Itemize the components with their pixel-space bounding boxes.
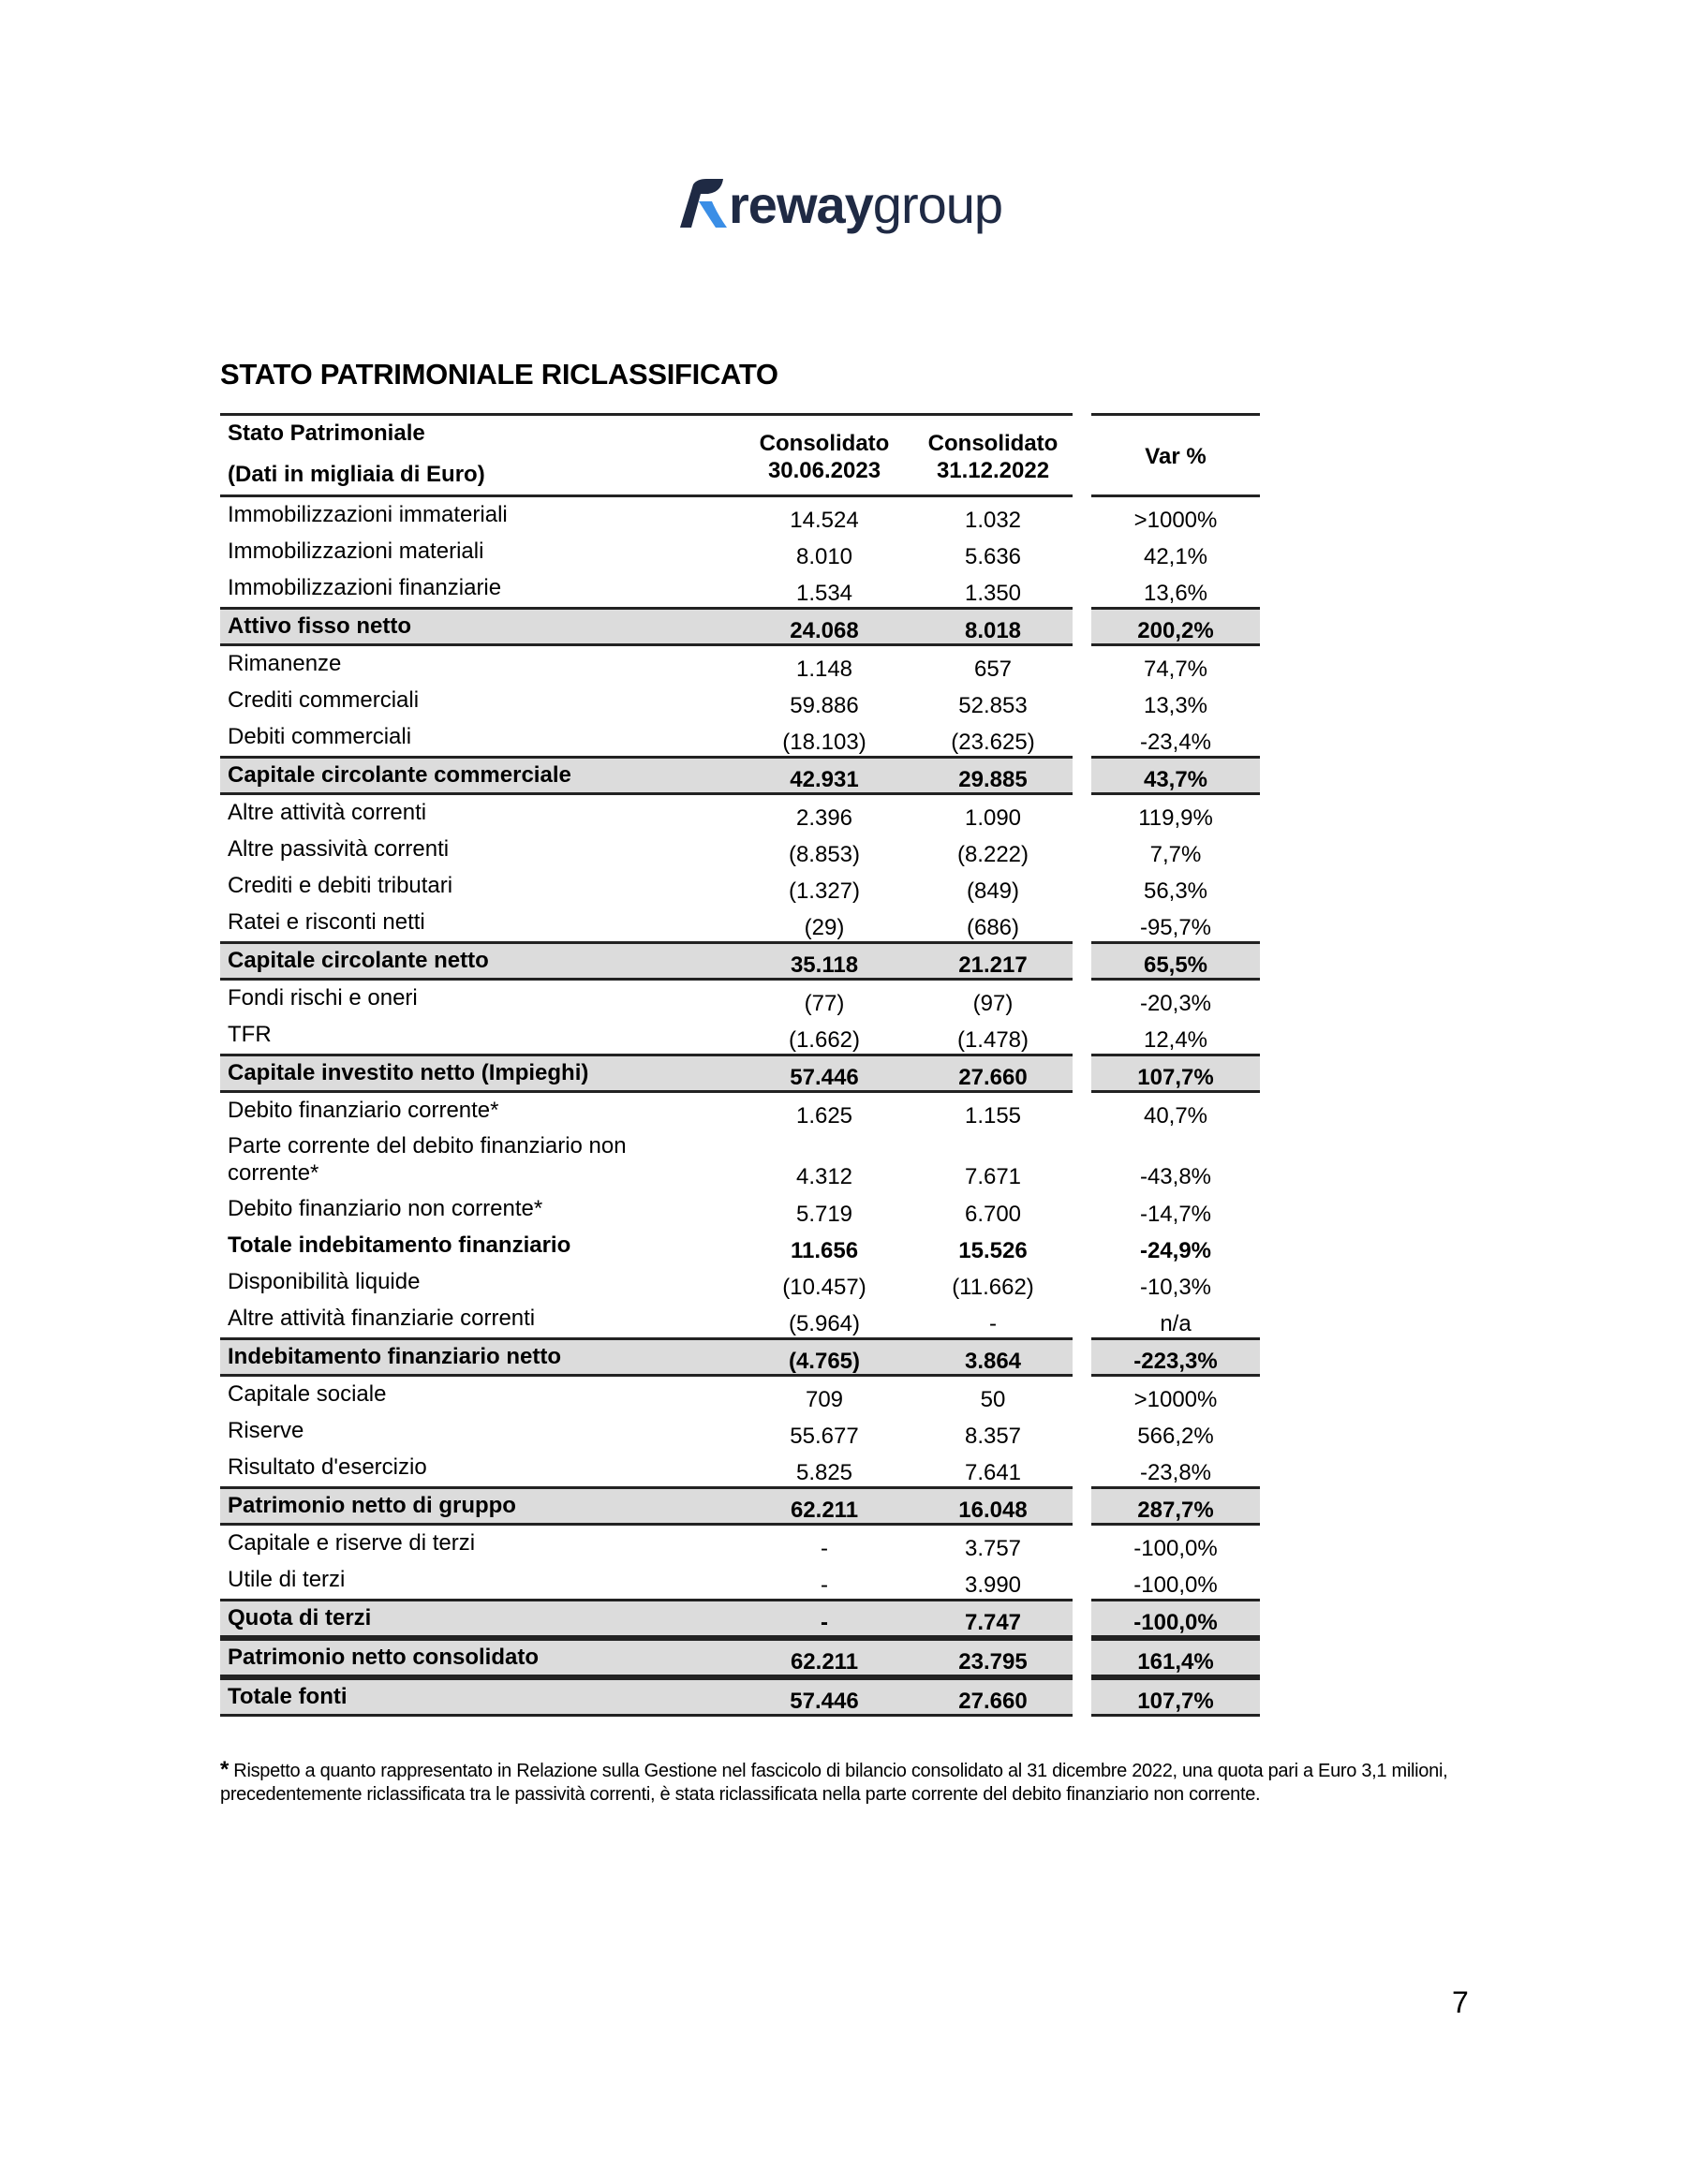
header-col2-line1: Consolidato	[927, 431, 1059, 456]
table-row	[220, 1093, 1260, 1129]
header-label-line1: Stato Patrimoniale	[228, 421, 425, 446]
value-var-pct: n/a	[1160, 1311, 1192, 1336]
table-total-row	[220, 1337, 1260, 1377]
header-label-line2: (Dati in migliaia di Euro)	[228, 462, 485, 487]
header-col2-line2: 31.12.2022	[936, 458, 1050, 483]
row-label: Indebitamento finanziario netto	[228, 1344, 562, 1369]
value-var-pct: -14,7%	[1139, 1202, 1212, 1227]
value-30-06-2023: 62.211	[790, 1649, 859, 1675]
value-30-06-2023: -	[821, 1572, 828, 1598]
row-label: Debito finanziario non corrente*	[228, 1196, 543, 1221]
reway-group-logo	[674, 171, 1030, 237]
table-total-row	[220, 1054, 1260, 1093]
value-30-06-2023: (10.457)	[782, 1275, 866, 1300]
table-row	[220, 534, 1260, 570]
value-30-06-2023: (4.765)	[788, 1349, 861, 1374]
page-number: 7	[1452, 1985, 1469, 2019]
row-label: Capitale sociale	[228, 1381, 387, 1407]
row-label: Rimanenze	[228, 651, 342, 676]
row-label: Totale fonti	[228, 1684, 348, 1709]
value-30-06-2023: 55.677	[790, 1424, 859, 1449]
value-30-06-2023: 1.534	[795, 581, 853, 606]
value-31-12-2022: 3.990	[964, 1572, 1022, 1598]
header-col1-line2: 30.06.2023	[767, 458, 881, 483]
row-label: Crediti commerciali	[228, 687, 420, 713]
value-var-pct: >1000%	[1133, 508, 1218, 533]
table-row	[220, 683, 1260, 719]
table-row	[220, 1526, 1260, 1562]
value-var-pct: -43,8%	[1139, 1164, 1212, 1189]
table-row	[220, 719, 1260, 756]
value-30-06-2023: 42.931	[790, 767, 859, 792]
value-30-06-2023: -	[821, 1536, 828, 1561]
value-30-06-2023: 709	[805, 1387, 844, 1412]
value-var-pct: -23,4%	[1139, 730, 1212, 755]
row-label: Capitale circolante netto	[228, 948, 489, 973]
reway-logo-mark-icon	[674, 177, 727, 231]
table-row	[220, 497, 1260, 534]
value-31-12-2022: 1.090	[964, 805, 1022, 831]
page-title: STATO PATRIMONIALE RICLASSIFICATO	[220, 358, 778, 391]
value-30-06-2023: (1.327)	[788, 878, 861, 904]
row-label: Capitale circolante commerciale	[228, 762, 571, 788]
value-var-pct: 119,9%	[1138, 805, 1213, 831]
table-total-row	[220, 756, 1260, 795]
value-31-12-2022: 21.217	[958, 952, 1028, 978]
value-var-pct: -100,0%	[1133, 1610, 1218, 1635]
value-var-pct: 566,2%	[1137, 1424, 1214, 1449]
value-var-pct: 13,6%	[1143, 581, 1208, 606]
value-31-12-2022: -	[989, 1311, 997, 1336]
value-var-pct: 107,7%	[1137, 1065, 1214, 1090]
value-var-pct: -95,7%	[1139, 915, 1212, 940]
value-var-pct: 161,4%	[1137, 1649, 1214, 1675]
table-row	[220, 1562, 1260, 1599]
footnote-text: Rispetto a quanto rappresentato in Relazione sulla Gestione nel fascicolo di bilancio consolidato al 31 dicembre 2022, una quota pari a Euro 3,1 milioni, precedentemente riclassificata tra le passività correnti, è stata riclassificata nella parte corrente del debito finanziario non corrente.	[220, 1761, 1448, 1805]
row-label: Quota di terzi	[228, 1605, 372, 1631]
value-30-06-2023: 5.719	[795, 1202, 853, 1227]
value-var-pct: -100,0%	[1133, 1536, 1218, 1561]
value-30-06-2023: 4.312	[795, 1164, 853, 1189]
value-31-12-2022: 1.350	[964, 581, 1022, 606]
balance-sheet-table	[220, 413, 1260, 1717]
header-col3: Var %	[1145, 444, 1207, 469]
value-30-06-2023: (8.853)	[788, 842, 861, 867]
footnote	[220, 1758, 1475, 1807]
header-col1-line1: Consolidato	[759, 431, 890, 456]
header-col2	[923, 430, 1063, 484]
row-label: TFR	[228, 1022, 272, 1047]
value-31-12-2022: 3.757	[964, 1536, 1022, 1561]
value-30-06-2023: 57.446	[790, 1065, 859, 1090]
logo-word-group: group	[872, 174, 1003, 234]
value-31-12-2022: 7.747	[964, 1610, 1022, 1635]
value-30-06-2023: 57.446	[790, 1689, 859, 1714]
value-31-12-2022: 657	[973, 657, 1013, 682]
row-label: Fondi rischi e oneri	[228, 985, 418, 1011]
table-header	[220, 413, 1260, 497]
value-30-06-2023: (1.662)	[788, 1027, 861, 1053]
table-row	[220, 1191, 1260, 1228]
value-31-12-2022: 29.885	[958, 767, 1028, 792]
row-label: Patrimonio netto consolidato	[228, 1645, 540, 1670]
row-label: Utile di terzi	[228, 1567, 346, 1592]
table-row	[220, 905, 1260, 941]
value-31-12-2022: 1.032	[964, 508, 1022, 533]
value-31-12-2022: 50	[980, 1387, 1006, 1412]
value-30-06-2023: (18.103)	[782, 730, 866, 755]
row-label: Capitale investito netto (Impieghi)	[228, 1060, 589, 1085]
value-30-06-2023: 35.118	[790, 952, 859, 978]
value-var-pct: 56,3%	[1143, 878, 1208, 904]
value-var-pct: 42,1%	[1143, 544, 1208, 569]
row-label: Immobilizzazioni materiali	[228, 539, 484, 564]
table-row	[220, 1413, 1260, 1450]
table-total-row	[220, 607, 1260, 646]
value-31-12-2022: 3.864	[964, 1349, 1022, 1374]
table-row	[220, 1017, 1260, 1054]
row-label: Debiti commerciali	[228, 724, 412, 749]
value-30-06-2023: 1.625	[795, 1103, 853, 1129]
table-row	[220, 981, 1260, 1017]
row-label: Ratei e risconti netti	[228, 909, 425, 935]
value-var-pct: 200,2%	[1137, 618, 1214, 643]
row-label: Altre attività finanziarie correnti	[228, 1306, 536, 1331]
value-31-12-2022: 5.636	[964, 544, 1022, 569]
row-label: Altre passività correnti	[228, 836, 450, 862]
value-30-06-2023: (5.964)	[788, 1311, 861, 1336]
value-30-06-2023: -	[821, 1610, 828, 1635]
table-total-row	[220, 1638, 1260, 1677]
table-total-row	[220, 1486, 1260, 1526]
row-label: Immobilizzazioni finanziarie	[228, 575, 502, 600]
table-row	[220, 832, 1260, 868]
value-31-12-2022: 8.357	[964, 1424, 1022, 1449]
row-label: Altre attività correnti	[228, 800, 427, 825]
value-30-06-2023: 1.148	[795, 657, 853, 682]
table-row	[220, 646, 1260, 683]
row-label: Crediti e debiti tributari	[228, 873, 453, 898]
value-31-12-2022: 8.018	[964, 618, 1022, 643]
value-var-pct: 13,3%	[1143, 693, 1208, 718]
table-row	[220, 1450, 1260, 1486]
value-31-12-2022: 6.700	[964, 1202, 1022, 1227]
value-var-pct: -100,0%	[1133, 1572, 1218, 1598]
value-31-12-2022: (686)	[966, 915, 1020, 940]
value-var-pct: -20,3%	[1139, 991, 1212, 1016]
value-30-06-2023: 11.656	[790, 1238, 859, 1263]
table-total-row	[220, 1599, 1260, 1638]
header-col1	[754, 430, 895, 484]
row-label-cont: corrente*	[228, 1160, 319, 1186]
table-row	[220, 1301, 1260, 1337]
value-var-pct: 12,4%	[1143, 1027, 1208, 1053]
value-var-pct: 287,7%	[1137, 1498, 1214, 1523]
value-31-12-2022: 23.795	[958, 1649, 1028, 1675]
value-var-pct: 7,7%	[1149, 842, 1202, 867]
value-var-pct: 107,7%	[1137, 1689, 1214, 1714]
row-label: Debito finanziario corrente*	[228, 1098, 499, 1123]
value-30-06-2023: 62.211	[790, 1498, 859, 1523]
value-30-06-2023: 8.010	[795, 544, 853, 569]
value-30-06-2023: 14.524	[790, 508, 859, 533]
value-31-12-2022: 16.048	[958, 1498, 1028, 1523]
value-31-12-2022: (97)	[972, 991, 1014, 1016]
value-31-12-2022: (11.662)	[952, 1275, 1034, 1300]
value-var-pct: -10,3%	[1139, 1275, 1212, 1300]
value-30-06-2023: (29)	[804, 915, 845, 940]
value-30-06-2023: 59.886	[790, 693, 859, 718]
value-31-12-2022: (1.478)	[956, 1027, 1029, 1053]
table-body	[220, 497, 1260, 1717]
logo-word-reway: reway	[729, 174, 873, 234]
row-label: Attivo fisso netto	[228, 613, 411, 639]
value-31-12-2022: 7.671	[964, 1164, 1022, 1189]
value-var-pct: >1000%	[1133, 1387, 1218, 1412]
value-var-pct: -223,3%	[1133, 1349, 1218, 1374]
table-row	[220, 1129, 1260, 1191]
row-label: Riserve	[228, 1418, 304, 1443]
row-label: Immobilizzazioni immateriali	[228, 502, 508, 527]
table-row	[220, 570, 1260, 607]
row-label: Disponibilità liquide	[228, 1269, 421, 1294]
value-var-pct: 43,7%	[1143, 767, 1208, 792]
row-label: Parte corrente del debito finanziario non	[228, 1133, 627, 1158]
value-31-12-2022: (849)	[966, 878, 1020, 904]
footnote-marker: *	[220, 1757, 230, 1782]
value-var-pct: 40,7%	[1143, 1103, 1208, 1129]
table-row	[220, 1264, 1260, 1301]
value-31-12-2022: (23.625)	[951, 730, 1035, 755]
table-row	[220, 868, 1260, 905]
value-31-12-2022: 1.155	[964, 1103, 1022, 1129]
value-var-pct: 74,7%	[1143, 657, 1208, 682]
row-label: Capitale e riserve di terzi	[228, 1530, 476, 1556]
table-total-row	[220, 1677, 1260, 1717]
row-label: Risultato d'esercizio	[228, 1454, 427, 1480]
value-31-12-2022: 27.660	[958, 1689, 1028, 1714]
table-row	[220, 1377, 1260, 1413]
table-row	[220, 795, 1260, 832]
row-label: Patrimonio netto di gruppo	[228, 1493, 516, 1518]
value-var-pct: 65,5%	[1143, 952, 1208, 978]
value-31-12-2022: (8.222)	[956, 842, 1029, 867]
value-31-12-2022: 52.853	[958, 693, 1028, 718]
table-row	[220, 1228, 1260, 1264]
value-31-12-2022: 7.641	[964, 1460, 1022, 1485]
value-var-pct: -23,8%	[1139, 1460, 1212, 1485]
value-30-06-2023: 5.825	[795, 1460, 853, 1485]
value-31-12-2022: 27.660	[958, 1065, 1028, 1090]
value-30-06-2023: 2.396	[795, 805, 853, 831]
value-30-06-2023: (77)	[804, 991, 845, 1016]
table-total-row	[220, 941, 1260, 981]
value-var-pct: -24,9%	[1139, 1238, 1212, 1263]
value-30-06-2023: 24.068	[790, 618, 859, 643]
value-31-12-2022: 15.526	[958, 1238, 1028, 1263]
row-label: Totale indebitamento finanziario	[228, 1232, 571, 1258]
